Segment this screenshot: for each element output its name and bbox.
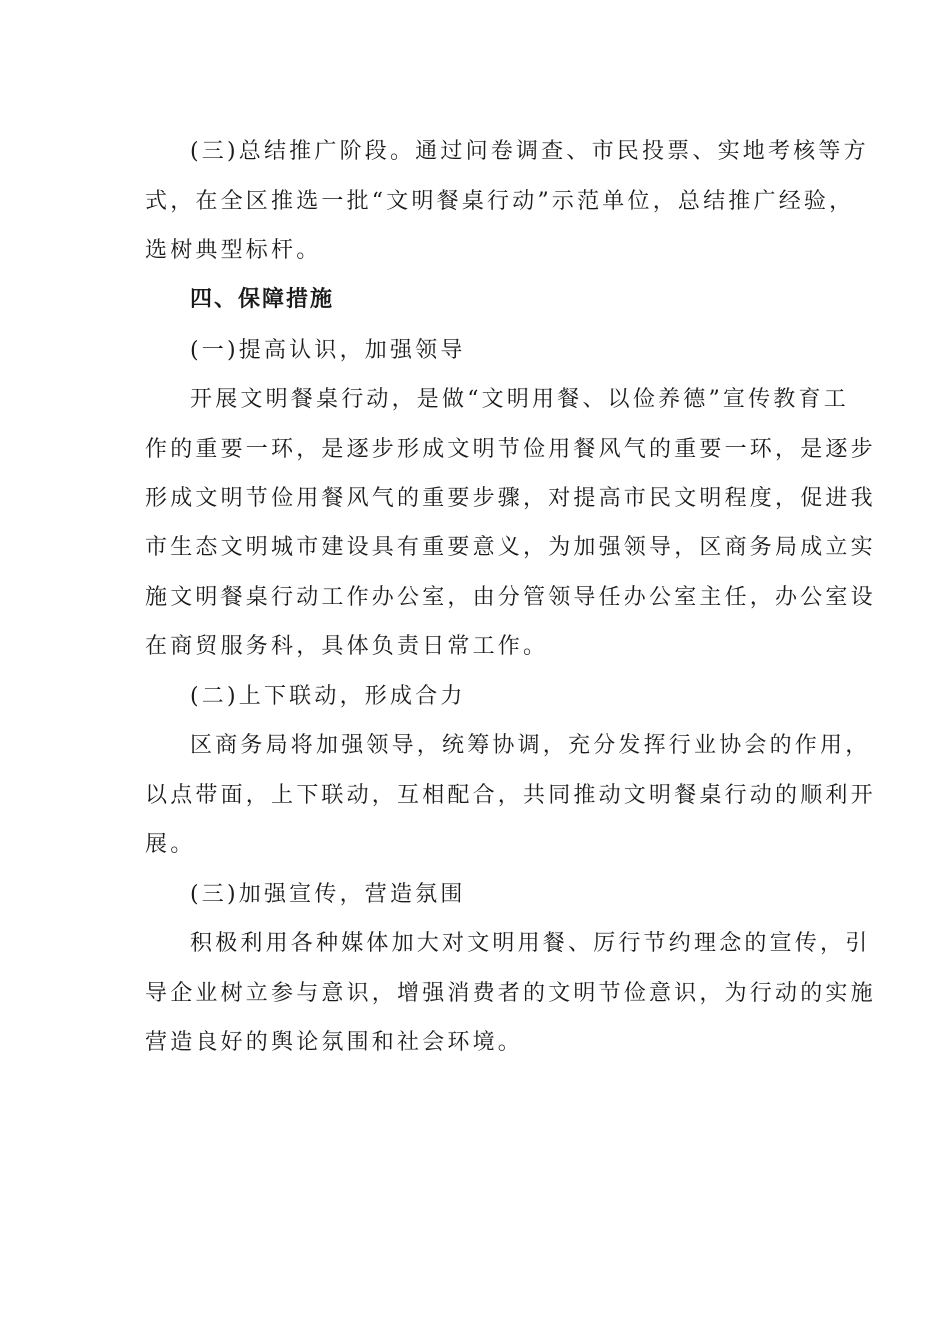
paragraph-line: 在商贸服务科，具体负责日常工作。 [145, 634, 549, 659]
paragraph-line: 展。 [145, 832, 196, 857]
paragraph-line: 式，在全区推选一批“文明餐桌行动”示范单位，总结推广经验， [145, 189, 855, 214]
paragraph-line: (三)总结推广阶段。通过问卷调查、市民投票、实地考核等方 [190, 139, 869, 164]
paragraph-line: 形成文明节俭用餐风气的重要步骤，对提高市民文明程度，促进我 [145, 486, 876, 511]
paragraph-line: 以点带面，上下联动，互相配合，共同推动文明餐桌行动的顺利开 [145, 783, 876, 808]
paragraph-line: 营造良好的舆论氛围和社会环境。 [145, 1030, 524, 1055]
paragraph-line: 积极利用各种媒体加大对文明用餐、厉行节约理念的宣传，引 [190, 931, 871, 956]
subsection-heading: (三)加强宣传，营造氛围 [190, 882, 466, 907]
paragraph-line: 作的重要一环，是逐步形成文明节俭用餐风气的重要一环，是逐步 [145, 437, 876, 462]
subsection-heading: (一)提高认识，加强领导 [190, 338, 466, 363]
subsection-heading: (二)上下联动，形成合力 [190, 684, 466, 709]
paragraph-line: 区商务局将加强领导，统筹协调，充分发挥行业协会的作用， [190, 733, 871, 758]
paragraph-line: 导企业树立参与意识，增强消费者的文明节俭意识，为行动的实施 [145, 981, 876, 1006]
section-heading: 四、保障措施 [190, 287, 335, 312]
paragraph-line: 选树典型标杆。 [145, 238, 322, 263]
paragraph-line: 施文明餐桌行动工作办公室，由分管领导任办公室主任，办公室设 [145, 585, 876, 610]
paragraph-line: 市生态文明城市建设具有重要意义，为加强领导，区商务局成立实 [145, 535, 876, 560]
paragraph-line: 开展文明餐桌行动，是做“文明用餐、以俭养德”宣传教育工 [190, 387, 849, 412]
